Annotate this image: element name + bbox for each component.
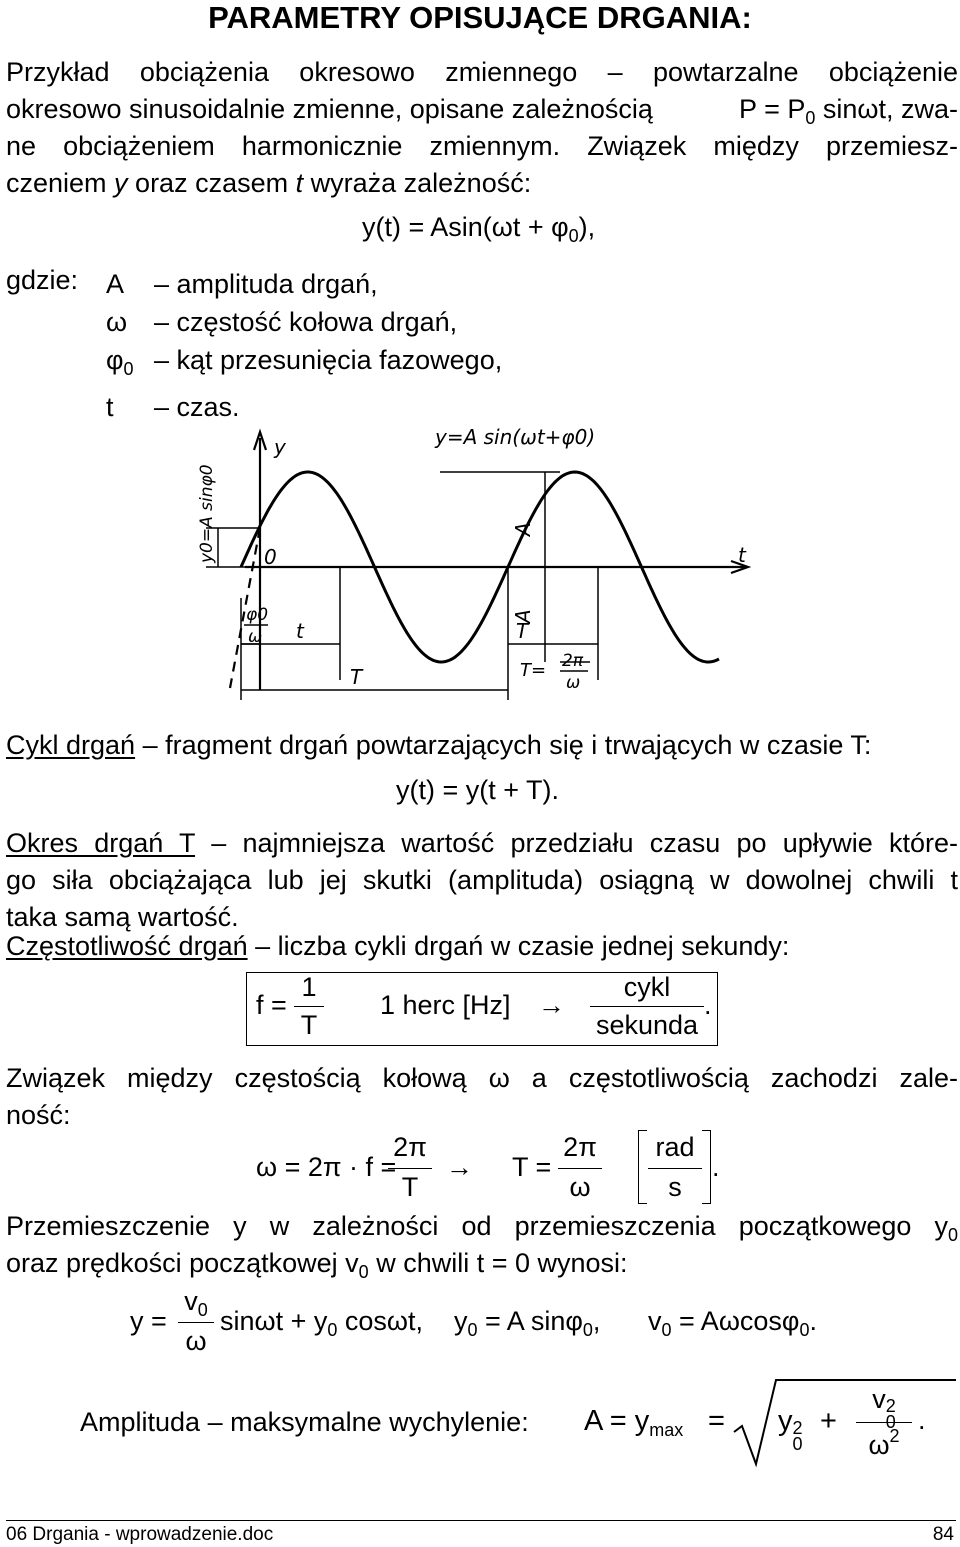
- label-A-lower: A: [511, 609, 535, 623]
- label-T-def: T=: [520, 660, 547, 681]
- T-den: ω: [569, 1172, 591, 1202]
- label-A-upper: A: [511, 522, 535, 536]
- label-t: t: [296, 619, 304, 643]
- amplitude-label: Amplituda – maksymalne wychylenie:: [80, 1407, 529, 1437]
- main-equation: [362, 212, 595, 247]
- where-item-amplitude: [106, 265, 502, 303]
- disp-eq-rest: [220, 1306, 423, 1341]
- where-sym: t: [106, 392, 114, 422]
- amp-y: y: [778, 1405, 793, 1437]
- period-line-1: – najmniejsza wartość przedziału czasu po upływie które-: [195, 828, 959, 858]
- omega-den: T: [401, 1172, 419, 1202]
- label-T2: T: [516, 619, 529, 643]
- main-eq-sub: 0: [568, 226, 579, 246]
- bracket-left: [638, 1130, 647, 1204]
- disp-rest-1: sinωt + y: [220, 1306, 328, 1336]
- amp-den-w: ω: [868, 1430, 890, 1460]
- disp-eq-v0: [648, 1306, 817, 1341]
- f-lhs: f =: [256, 990, 287, 1020]
- intro-line-4-c: wyraża zależność:: [303, 168, 532, 198]
- intro-line-3: ne obciążeniem harmonicznie zmiennym. Związek między przemiesz-: [6, 131, 958, 161]
- label-omega: ω: [248, 627, 263, 647]
- intro-line-2-text: okresowo sinusoidalnie zmienne, opisane zależnością: [6, 94, 653, 124]
- where-desc: – częstość kołowa drgań,: [154, 307, 458, 337]
- amplitude-lhs: [584, 1405, 683, 1441]
- disp-line-2: oraz prędkości początkowej v: [6, 1248, 359, 1278]
- disp-v0-rest-sub: 0: [799, 1320, 810, 1340]
- amp-num-sub: 0: [885, 1412, 896, 1432]
- disp-v0: v: [648, 1306, 662, 1336]
- period-term: Okres drgań T: [6, 828, 196, 858]
- cycle-equation: y(t) = y(t + T).: [396, 775, 560, 805]
- disp-frac-num-sub: 0: [197, 1300, 208, 1320]
- where-item-phi: [106, 341, 502, 388]
- f-num: 1: [301, 972, 317, 1002]
- cycle-def: – fragment drgań powtarzających się i trwających w czasie T:: [135, 730, 872, 760]
- formula-p-sub: 0: [805, 108, 816, 128]
- unit-num: cykl: [623, 972, 671, 1002]
- frequency-def: – liczba cykli drgań w czasie jednej sekundy:: [247, 931, 790, 961]
- T-num: 2π: [563, 1132, 597, 1162]
- disp-line-2-post: w chwili t = 0 wynosi:: [368, 1248, 628, 1278]
- where-desc: – czas.: [154, 392, 240, 422]
- amp-y-sub: 0: [792, 1434, 803, 1454]
- f-den: T: [300, 1010, 318, 1040]
- arrow-icon-2: →: [446, 1152, 473, 1182]
- main-eq-text: y(t) = Asin(ωt + φ: [362, 212, 569, 242]
- herc: 1 herc [Hz]: [380, 990, 511, 1020]
- where-sym: ω: [106, 307, 128, 337]
- unit-den: sekunda: [595, 1010, 699, 1040]
- T-eq: T =: [512, 1152, 552, 1182]
- bracket-right: [702, 1130, 711, 1204]
- sine-wave-figure: [190, 418, 770, 700]
- amp-lhs-sub: max: [649, 1420, 684, 1440]
- period-line-3: taka samą wartość.: [6, 902, 239, 932]
- rad-num: rad: [655, 1132, 695, 1162]
- disp-y0-tail: ,: [592, 1306, 601, 1336]
- intro-line-4: [6, 165, 958, 202]
- amp-lhs: A = y: [584, 1405, 650, 1437]
- disp-y0-sub: 0: [467, 1320, 478, 1340]
- frequency-definition: [6, 928, 958, 965]
- rad-bar: [648, 1168, 702, 1169]
- main-eq-tail: ),: [578, 212, 596, 242]
- footer-filename: 06 Drgania - wprowadzenie.doc: [6, 1524, 274, 1545]
- relation-line-2: ność:: [6, 1100, 71, 1130]
- unit-dot: .: [704, 990, 712, 1020]
- disp-y0-rest-sub: 0: [582, 1320, 593, 1340]
- disp-y0: y: [454, 1306, 468, 1336]
- amp-dot: .: [918, 1405, 926, 1435]
- rad-den: s: [668, 1172, 682, 1202]
- disp-v0-sub: 0: [661, 1320, 672, 1340]
- T-bar: [558, 1168, 602, 1169]
- intro-formula: [739, 91, 958, 128]
- amp-plus: +: [820, 1405, 837, 1437]
- amp-num-sup: 2: [885, 1396, 896, 1416]
- f-bar: [294, 1006, 324, 1007]
- period-line-2: go siła obciążająca lub jej skutki (amplituda) osiągną w dowolnej chwili t: [6, 865, 958, 895]
- disp-y0-rest: = A sinφ: [485, 1306, 583, 1336]
- footer-rule: [6, 1520, 956, 1521]
- where-label: gdzie:: [6, 265, 79, 295]
- disp-v0-rest: = Aωcosφ: [679, 1306, 800, 1336]
- disp-line-2-sub: 0: [358, 1262, 369, 1282]
- omega-num: 2π: [393, 1132, 427, 1162]
- intro-line-2-tail: , zwa-: [885, 94, 958, 124]
- disp-line-1-sub: 0: [947, 1225, 958, 1245]
- omega-eq: ω = 2π · f =: [256, 1152, 397, 1182]
- where-list: [106, 265, 502, 426]
- unit-bar: [590, 1006, 704, 1007]
- period-definition: [6, 825, 958, 936]
- page-title: PARAMETRY OPISUJĄCE DRGANIA:: [208, 0, 752, 35]
- where-item-omega: [106, 303, 502, 341]
- label-y0: y0=A sinφ0: [197, 464, 217, 563]
- label-t-axis: t: [738, 543, 746, 567]
- where-desc: – amplituda drgań,: [154, 269, 378, 299]
- amp-rad-y: [778, 1405, 803, 1452]
- where-sym: φ: [106, 345, 124, 375]
- amp-y-sup: 2: [792, 1418, 803, 1438]
- label-phi0: φ0: [246, 605, 269, 625]
- formula-p: P = P: [739, 94, 806, 124]
- amp-num-v: v: [872, 1384, 886, 1414]
- intro-line-1: Przykład obciążenia okresowo zmiennego – powtarzalne obciążenie: [6, 57, 958, 87]
- relation-line-1: Związek między częstością kołową ω a częstotliwością zachodzi zale-: [6, 1063, 958, 1093]
- arrow-icon: →: [538, 990, 565, 1020]
- where-sym: A: [106, 269, 125, 299]
- intro-line-4-b: oraz czasem: [127, 168, 296, 198]
- label-equation: y=A sin(ωt+φ0): [435, 425, 596, 449]
- amp-num: [856, 1384, 912, 1430]
- amp-den: [856, 1426, 912, 1461]
- omega-bar: [388, 1168, 432, 1169]
- cycle-term: Cykl drgań: [6, 730, 136, 760]
- disp-frac-num: [178, 1286, 214, 1321]
- displacement-text: [6, 1208, 958, 1282]
- disp-rest-1-sub: 0: [327, 1320, 338, 1340]
- intro-var-t: t: [295, 168, 304, 198]
- disp-frac-den: ω: [185, 1326, 207, 1356]
- disp-eq-lhs: y =: [130, 1306, 167, 1336]
- cycle-definition: [6, 727, 958, 764]
- intro-paragraph: [6, 54, 958, 202]
- intro-line-4-a: czeniem: [6, 168, 115, 198]
- intro-line-2: [6, 91, 958, 128]
- amp-eq: =: [708, 1405, 725, 1437]
- disp-v0-tail: .: [809, 1306, 817, 1336]
- frequency-term: Częstotliwość drgań: [6, 931, 248, 961]
- disp-frac-num-v: v: [184, 1286, 198, 1316]
- label-y-axis: y: [274, 435, 286, 459]
- disp-rest-2: cosωt,: [344, 1306, 424, 1336]
- rad-dot: .: [712, 1152, 720, 1182]
- label-2pi: 2π: [562, 651, 584, 671]
- amp-den-sup: 2: [889, 1426, 900, 1446]
- label-omega-2: ω: [566, 673, 581, 693]
- intro-var-y: y: [114, 168, 128, 198]
- disp-line-1: Przemieszczenie y w zależności od przemieszczenia początkowego y: [6, 1211, 948, 1241]
- disp-frac-bar: [178, 1322, 214, 1323]
- where-desc: – kąt przesunięcia fazowego,: [154, 345, 503, 375]
- footer-page-number: 84: [932, 1524, 954, 1545]
- label-zero: 0: [264, 545, 277, 569]
- formula-sin: sinωt: [815, 94, 886, 124]
- where-sym-sub: 0: [123, 359, 134, 379]
- disp-eq-y0: [454, 1306, 600, 1341]
- amp-bar: [856, 1422, 912, 1423]
- label-T: T: [350, 665, 363, 689]
- relation-text: [6, 1060, 958, 1134]
